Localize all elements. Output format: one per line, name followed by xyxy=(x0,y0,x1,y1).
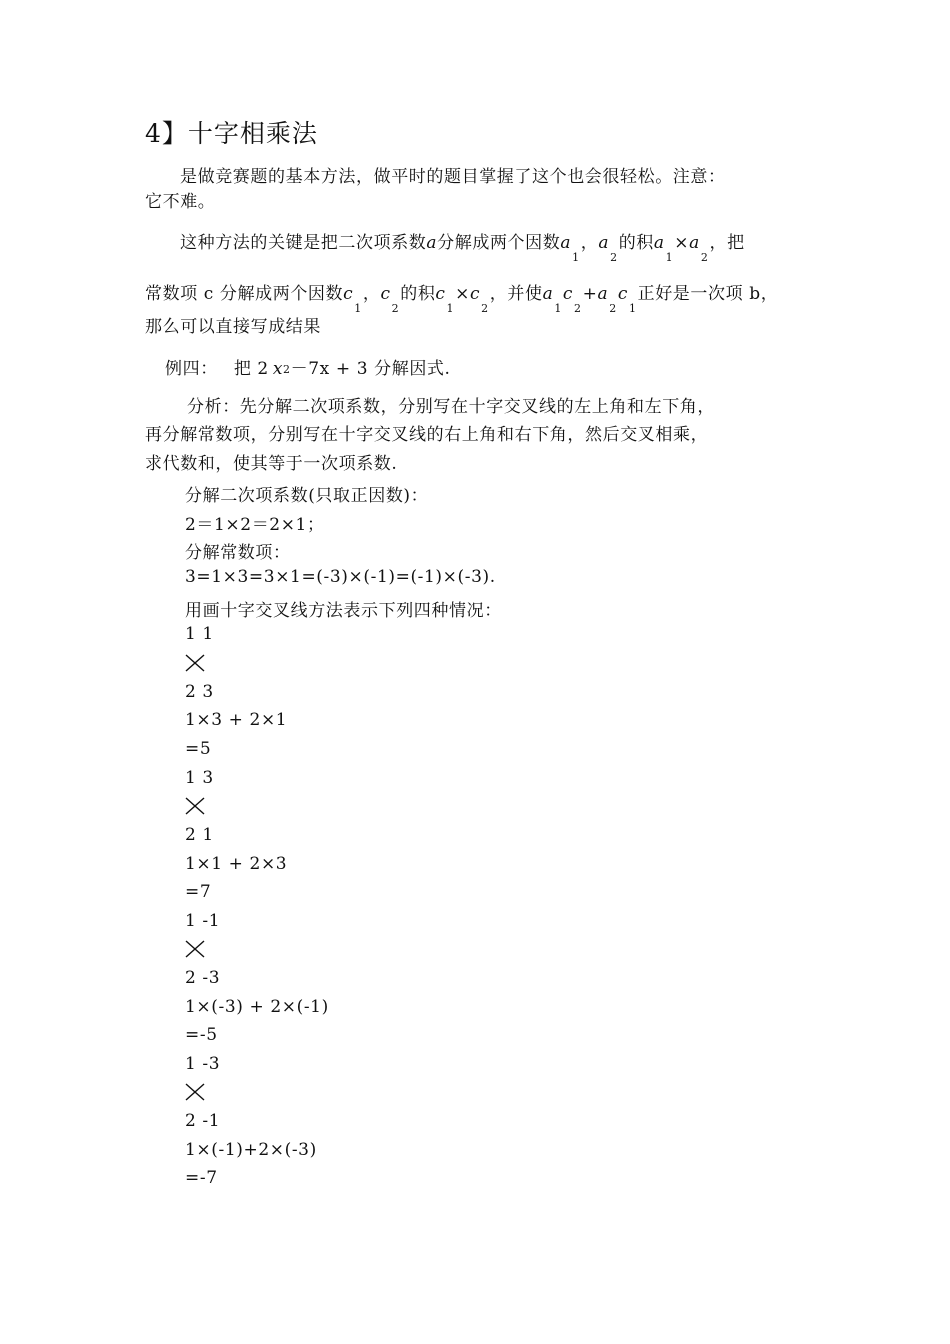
case-bottom: 2 -3 xyxy=(185,968,221,988)
step-line: 用画十字交叉线方法表示下列四种情况： xyxy=(185,601,502,621)
case-result: =7 xyxy=(185,882,212,902)
case-result: =5 xyxy=(185,739,212,759)
case-calc: 1×(-1)+2×(-3) xyxy=(185,1140,317,1160)
case-bottom: 2 3 xyxy=(185,682,214,702)
case-calc: 1×(-3) + 2×(-1) xyxy=(185,997,329,1017)
case-calc: 1×3 + 2×1 xyxy=(185,710,288,730)
intro-line-2: 它不难。 xyxy=(145,192,216,212)
case-top: 1 1 xyxy=(185,624,214,644)
case-top: 1 3 xyxy=(185,768,214,788)
analysis-line-3: 求代数和，使其等于一次项系数. xyxy=(145,454,398,474)
method-line-3: 那么可以直接写成结果 xyxy=(145,317,321,337)
method-line-2: 常数项 c 分解成两个因数$c_1$，$c_2$的积$c_1\times c_2$，并使$a_1c_2+a_2c_1$正好是一次项 b， xyxy=(145,284,779,315)
case-bottom: 2 1 xyxy=(185,825,214,845)
step-line: 分解常数项： xyxy=(185,543,291,563)
case-result: =-5 xyxy=(185,1025,218,1045)
step-line: 3=1×3=3×1=(-3)×(-1)=(-1)×(-3). xyxy=(185,567,496,587)
cross-lines-icon xyxy=(185,654,205,672)
analysis-line-2: 再分解常数项，分别写在十字交叉线的右上角和右下角，然后交叉相乘， xyxy=(145,425,709,445)
example-line: 例四： 把 2 x2－7x + 3 分解因式. xyxy=(165,359,451,379)
cross-lines-icon xyxy=(185,797,205,815)
step-line: 分解二次项系数(只取正因数)： xyxy=(185,486,429,506)
analysis-line-1: 分析：先分解二次项系数，分别写在十字交叉线的左上角和左下角， xyxy=(187,397,715,417)
cross-lines-icon xyxy=(185,940,205,958)
case-top: 1 -1 xyxy=(185,911,221,931)
method-line-1: 这种方法的关键是把二次项系数a分解成两个因数$a_1$，$a_2$的积$a_1\times a_2$，把 xyxy=(180,233,745,264)
case-top: 1 -3 xyxy=(185,1054,221,1074)
cross-lines-icon xyxy=(185,1083,205,1101)
case-bottom: 2 -1 xyxy=(185,1111,221,1131)
step-line: 2＝1×2＝2×1； xyxy=(185,515,325,535)
case-calc: 1×1 + 2×3 xyxy=(185,854,288,874)
case-result: =-7 xyxy=(185,1168,218,1188)
section-heading: 4】十字相乘法 xyxy=(145,119,318,148)
intro-line-1: 是做竞赛题的基本方法，做平时的题目掌握了这个也会很轻松。注意： xyxy=(180,167,726,187)
